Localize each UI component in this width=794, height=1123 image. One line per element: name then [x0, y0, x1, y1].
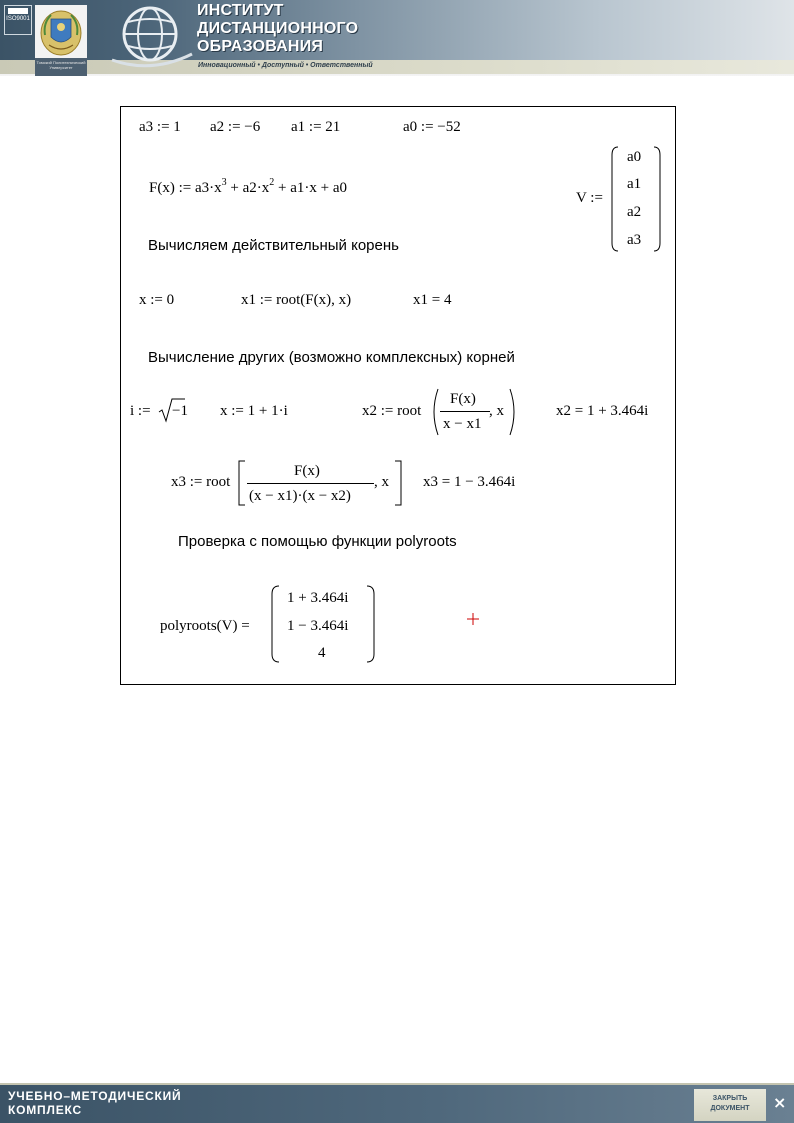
close-icon[interactable]: × [773, 1093, 787, 1112]
x-init: x := 0 [139, 292, 175, 308]
institute-title-line-2: ДИСТАНЦИОННОГО [197, 20, 359, 37]
crest-icon [35, 5, 87, 59]
close-document-button[interactable] [694, 1089, 766, 1121]
mathcad-worksheet [120, 106, 676, 685]
x3-numerator: F(x) [294, 463, 320, 479]
polyroots-value-3: 4 [318, 645, 326, 661]
vector-item-a1: a1 [627, 176, 642, 192]
crest-caption: Томский Политехнический Университет [35, 58, 87, 76]
vector-label: V := [576, 190, 603, 206]
close-document-label-1: ЗАКРЫТЬ [712, 1095, 748, 1102]
x1-definition: x1 := root(F(x), x) [241, 292, 352, 308]
func-def-mid: + a2·x [226, 180, 270, 196]
vector-item-a0: a0 [627, 149, 642, 165]
close-document-label-2: ДОКУМЕНТ [710, 1105, 750, 1112]
heading-other-roots: Вычисление других (возможно комплексных) корней [148, 349, 515, 366]
polyroots-label: polyroots(V) = [160, 618, 250, 634]
x2-numerator: F(x) [450, 391, 476, 407]
x3-result: x3 = 1 − 3.464i [423, 474, 516, 490]
coef-a0: a0 := −52 [403, 119, 461, 135]
func-exp-3: 3 [221, 177, 227, 188]
x2-prefix: x2 := root [362, 403, 422, 419]
footer-title-line-1: УЧЕБНО–МЕТОДИЧЕСКИЙ [8, 1089, 182, 1103]
x1-result: x1 = 4 [413, 292, 452, 308]
site-footer [0, 1083, 794, 1123]
x3-prefix: x3 := root [171, 474, 231, 490]
i-def-prefix: i := [130, 403, 151, 419]
footer-title [8, 1089, 181, 1117]
x3-fraction-bar [247, 483, 374, 484]
crosshair-cursor-icon [466, 612, 480, 626]
x3-suffix: , x [374, 474, 389, 490]
coef-a3: a3 := 1 [139, 119, 181, 135]
coef-a2: a2 := −6 [210, 119, 261, 135]
institute-title [197, 2, 358, 56]
func-exp-2: 2 [269, 177, 275, 188]
globe-logo [104, 0, 194, 76]
iso-badge-label: ISO9001 [6, 16, 30, 22]
coef-a1: a1 := 21 [291, 119, 341, 135]
heading-real-root: Вычисляем действительный корень [148, 237, 399, 254]
footer-title-line-2: КОМПЛЕКС [8, 1103, 82, 1117]
university-crest-logo [35, 5, 87, 59]
x3-denominator: (x − x1)·(x − x2) [249, 488, 351, 504]
site-header [0, 0, 794, 76]
polyroots-value-2: 1 − 3.464i [287, 618, 349, 634]
x2-result: x2 = 1 + 3.464i [556, 403, 649, 419]
x2-denominator: x − x1 [443, 416, 482, 432]
vector-item-a3: a3 [627, 232, 642, 248]
func-def-start: F(x) := a3·x [149, 180, 222, 196]
vector-item-a2: a2 [627, 204, 642, 220]
globe-icon [104, 0, 194, 76]
x-complex: x := 1 + 1·i [220, 403, 288, 419]
iso-badge [4, 5, 32, 35]
institute-slogan: Инновационный • Доступный • Ответственный [198, 62, 373, 69]
institute-title-line-3: ОБРАЗОВАНИЯ [197, 38, 324, 55]
heading-polyroots-check: Проверка с помощью функции polyroots [178, 533, 457, 550]
function-definition [149, 179, 347, 197]
x2-suffix: , x [489, 403, 504, 419]
polyroots-value-1: 1 + 3.464i [287, 590, 349, 606]
institute-title-line-1: ИНСТИТУТ [197, 2, 284, 19]
x2-fraction-bar [440, 411, 490, 412]
func-def-end: + a1·x + a0 [274, 180, 347, 196]
i-def-radicand: −1 [172, 403, 188, 419]
